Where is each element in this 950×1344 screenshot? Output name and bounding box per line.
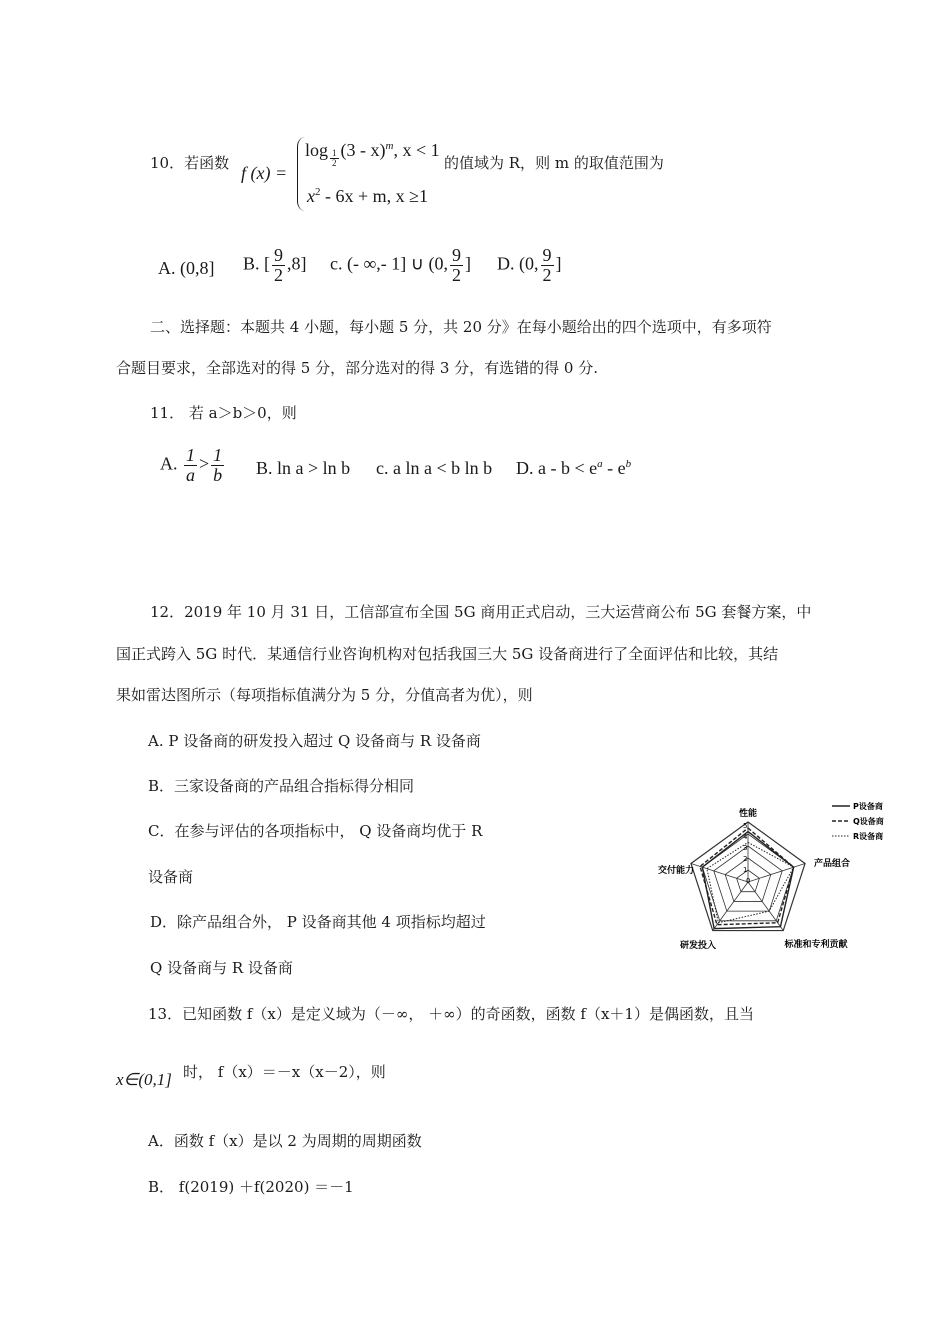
q10-stem-suffix: 的值域为 R，则 m 的取值范围为 bbox=[444, 154, 664, 172]
q12-option-d-line2: Q 设备商与 R 设备商 bbox=[150, 959, 293, 977]
q11-option-a: A. $\frac{1}{a}$ > $\frac{1}{b}$ bbox=[160, 445, 223, 485]
section2-instructions-line1: 二、选择题：本题共 4 小题，每小题 5 分，共 20 分》在每小题给出的四个选项中，有多项符 bbox=[150, 318, 772, 336]
q10-option-d: D. (0, $\frac{9}{2}$ ] bbox=[497, 245, 562, 285]
q11-option-c: c. a ln a < b ln b bbox=[376, 458, 493, 478]
q13-stem-line1: 13．已知函数 f（x）是定义域为（－∞， ＋∞）的奇函数，函数 f（x＋1）是偶函数，且当 bbox=[148, 1005, 754, 1023]
q10-stem-prefix: 10．若函数 bbox=[150, 154, 230, 172]
q10-log-base: $\frac{1}{2}$ bbox=[332, 147, 337, 168]
q10-log-exponent: m bbox=[385, 140, 394, 152]
section2-instructions-line2: 合题目要求，全部选对的得 5 分，部分选对的得 3 分，有选错的得 0 分. bbox=[116, 359, 599, 377]
axis-label-delivery-capability: 交付能力 bbox=[657, 866, 695, 876]
tick-label-1: 1 bbox=[743, 866, 748, 874]
legend-label-r: R设备商 bbox=[853, 832, 884, 841]
tick-label-3: 3 bbox=[743, 844, 748, 852]
q10-option-c: c. (- ∞,- 1] ∪ (0, $\frac{9}{2}$ ] bbox=[330, 245, 471, 285]
q10-piece-1 bbox=[305, 140, 440, 168]
tick-label-4: 4 bbox=[743, 833, 748, 841]
axis-label-rd-investment: 研发投入 bbox=[679, 941, 717, 951]
axis-label-standards-patents: 标准和专利贡献 bbox=[784, 940, 848, 950]
tick-label-2: 2 bbox=[743, 855, 748, 863]
q11-option-d: D. $a - b < e^a - e^b$ bbox=[516, 458, 632, 478]
q10-option-b: B. [ $\frac{9}{2}$ ,8] bbox=[243, 245, 307, 285]
q10-log-body: (3 - x) bbox=[340, 140, 386, 160]
radar-axis-labels bbox=[658, 807, 850, 951]
tick-label-5: 5 bbox=[743, 822, 748, 830]
legend-label-q: Q设备商 bbox=[853, 817, 884, 826]
axis-label-product-portfolio: 产品组合 bbox=[814, 859, 851, 869]
q11-stem: 11． 若 a＞b＞0，则 bbox=[150, 404, 297, 422]
q12-option-b: B．三家设备商的产品组合指标得分相同 bbox=[148, 777, 415, 795]
q10-piece-1-condition: , x < 1 bbox=[393, 140, 440, 160]
q13-stem-line2: 时， f（x）＝－x（x－2），则 bbox=[183, 1063, 386, 1081]
q13-interval: x∈(0,1] bbox=[116, 1070, 172, 1089]
q10-log: log bbox=[305, 140, 329, 160]
q10-function-name: f (x) = bbox=[241, 163, 288, 183]
q12-stem-line3: 果如雷达图所示（每项指标值满分为 5 分，分值高者为优），则 bbox=[116, 686, 533, 704]
q10-option-a: A. (0,8] bbox=[158, 258, 215, 278]
radar-chart bbox=[640, 790, 900, 970]
q13-option-b: B． f(2019) ＋f(2020) ＝－1 bbox=[148, 1178, 354, 1196]
q12-option-c-line1: C．在参与评估的各项指标中， Q 设备商均优于 R bbox=[148, 822, 483, 840]
q12-stem-line2: 国正式跨入 5G 时代．某通信行业咨询机构对包括我国三大 5G 设备商进行了全面评估和比较，其结 bbox=[116, 645, 779, 663]
q10-piece-2: $x^2 - 6x + m$, x ≥1 bbox=[307, 186, 429, 206]
q13-option-a: A．函数 f（x）是以 2 为周期的周期函数 bbox=[148, 1132, 422, 1150]
q12-option-c-line2: 设备商 bbox=[148, 868, 194, 886]
legend-label-p: P设备商 bbox=[853, 802, 883, 811]
q12-option-a: A. P 设备商的研发投入超过 Q 设备商与 R 设备商 bbox=[148, 732, 481, 750]
axis-label-performance: 性能 bbox=[738, 809, 758, 819]
q12-stem-line1: 12．2019 年 10 月 31 日，工信部宣布全国 5G 商用正式启动，三大运营商公布 5G 套餐方案，中 bbox=[150, 603, 812, 621]
radar-legend bbox=[832, 801, 884, 841]
q11-option-b: B. ln a > ln b bbox=[256, 458, 351, 478]
q12-option-d-line1: D．除产品组合外， P 设备商其他 4 项指标均超过 bbox=[150, 913, 486, 931]
tick-label-0: 0 bbox=[746, 877, 751, 885]
